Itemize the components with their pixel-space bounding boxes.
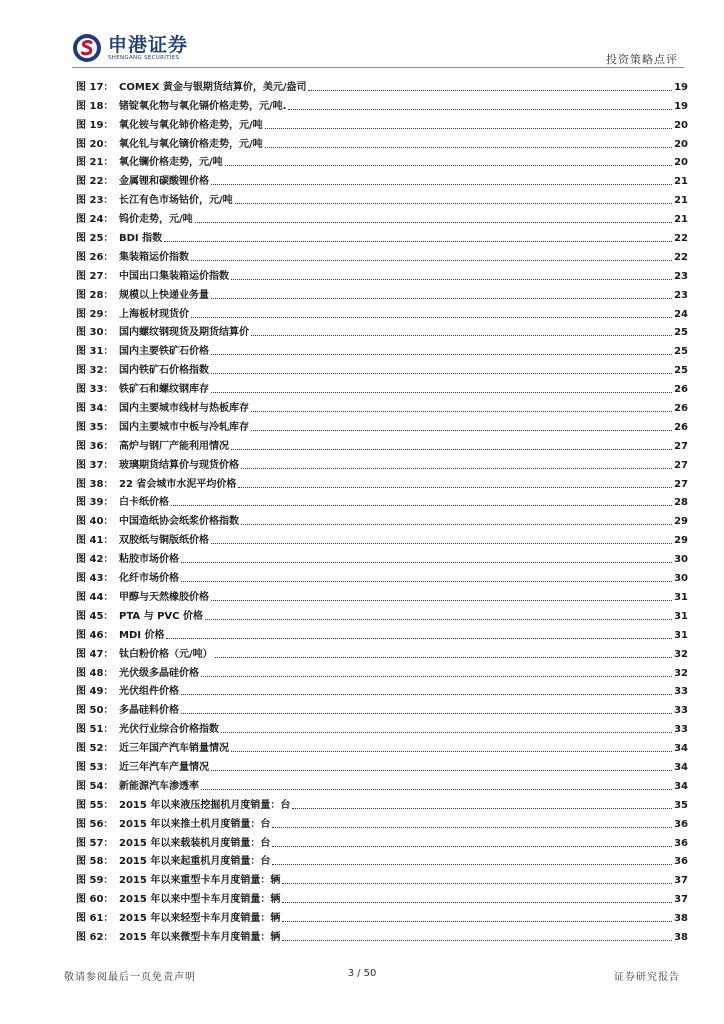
toc-figure-label: 图 19：: [76, 119, 114, 131]
toc-page-number: 19: [674, 81, 688, 93]
toc-figure-title: 钛白粉价格（元/吨）: [119, 648, 213, 660]
toc-entry[interactable]: [76, 604, 688, 623]
toc-page-number: 34: [674, 743, 688, 755]
toc-figure-label: 图 17：: [76, 81, 114, 93]
toc-dot-leader: [282, 921, 672, 922]
toc-dot-leader: [211, 770, 672, 771]
toc-entry[interactable]: [76, 698, 688, 717]
toc-page-number: 29: [674, 516, 688, 528]
toc-figure-title: 2015 年以来液压挖掘机月度销量：台: [119, 799, 291, 811]
toc-page-number: 30: [674, 573, 688, 585]
toc-dot-leader: [221, 732, 672, 733]
toc-entry[interactable]: [76, 868, 688, 887]
toc-dot-leader: [181, 713, 672, 714]
toc-figure-title: 2015 年以来中型卡车月度销量：辆: [119, 894, 281, 906]
toc-entry[interactable]: [76, 264, 688, 283]
toc-dot-leader: [251, 430, 672, 431]
toc-page-number: 25: [674, 365, 688, 377]
logo-mark-icon: [72, 33, 102, 63]
toc-entry[interactable]: [76, 472, 688, 491]
toc-page-number: 20: [674, 138, 688, 150]
toc-figure-title: 2015 年以来起重机月度销量：台: [119, 856, 271, 868]
toc-figure-title: MDI 价格: [119, 629, 165, 641]
toc-figure-title: 氧化铵与氧化铈价格走势，元/吨: [119, 119, 263, 131]
toc-figure-label: 图 58：: [76, 856, 114, 868]
toc-page-number: 23: [674, 270, 688, 282]
toc-page-number: 19: [674, 100, 688, 112]
toc-page-number: 37: [674, 894, 688, 906]
toc-figure-label: 图 44：: [76, 591, 114, 603]
toc-page-number: 30: [674, 554, 688, 566]
toc-entry[interactable]: [76, 528, 688, 547]
toc-page-number: 27: [674, 440, 688, 452]
toc-entry[interactable]: [76, 906, 688, 925]
toc-page-number: 31: [674, 629, 688, 641]
toc-figure-title: 白卡纸价格: [119, 497, 169, 509]
toc-dot-leader: [164, 241, 672, 242]
toc-page-number: 26: [674, 384, 688, 396]
toc-page-number: 36: [674, 837, 688, 849]
logo-chinese-name: 申港证券: [108, 33, 189, 56]
toc-page-number: 32: [674, 667, 688, 679]
toc-page-number: 34: [674, 780, 688, 792]
toc-page-number: 35: [674, 799, 688, 811]
toc-figure-title: 氧化镧价格走势，元/吨: [119, 157, 223, 169]
toc-figure-title: 近三年汽车产量情况: [119, 761, 209, 773]
toc-entry[interactable]: [76, 925, 688, 944]
toc-figure-label: 图 51：: [76, 724, 114, 736]
toc-entry[interactable]: [76, 755, 688, 774]
toc-figure-title: 中国造纸协会纸浆价格指数: [119, 516, 239, 528]
toc-figure-label: 图 32：: [76, 365, 114, 377]
toc-figure-label: 图 21：: [76, 157, 114, 169]
toc-entry[interactable]: [76, 585, 688, 604]
toc-page-number: 20: [674, 157, 688, 169]
toc-page-number: 36: [674, 818, 688, 830]
toc-figure-title: 铁矿石和螺纹钢库存: [119, 384, 209, 396]
toc-dot-leader: [282, 902, 672, 903]
toc-figure-label: 图 31：: [76, 346, 114, 358]
toc-figure-title: 新能源汽车渗透率: [119, 780, 199, 792]
toc-dot-leader: [265, 128, 672, 129]
toc-figure-title: 化纤市场价格: [119, 573, 179, 585]
toc-figure-title: 粘胶市场价格: [119, 554, 179, 566]
toc-dot-leader: [211, 298, 672, 299]
toc-figure-label: 图 61：: [76, 913, 114, 925]
toc-figure-title: 2015 年以来载装机月度销量：台: [119, 837, 271, 849]
toc-figure-label: 图 24：: [76, 214, 114, 226]
toc-page-number: 26: [674, 421, 688, 433]
toc-entry[interactable]: [76, 302, 688, 321]
toc-figure-label: 图 53：: [76, 761, 114, 773]
toc-page-number: 37: [674, 875, 688, 887]
toc-dot-leader: [201, 789, 672, 790]
toc-dot-leader: [288, 109, 672, 110]
toc-dot-leader: [211, 184, 672, 185]
toc-figure-title: 玻璃期货结算价与现货价格: [119, 459, 239, 471]
toc-figure-label: 图 30：: [76, 327, 114, 339]
toc-figure-title: 高炉与钢厂产能利用情况: [119, 440, 229, 452]
toc-figure-label: 图 34：: [76, 403, 114, 415]
toc-dot-leader: [166, 638, 672, 639]
toc-figure-label: 图 45：: [76, 610, 114, 622]
toc-figure-title: COMEX 黄金与银期货结算价，美元/盎司: [119, 81, 307, 93]
toc-figure-label: 图 60：: [76, 894, 114, 906]
page-header: [0, 0, 724, 72]
toc-page-number: 34: [674, 761, 688, 773]
toc-page-number: 33: [674, 724, 688, 736]
toc-figure-label: 图 20：: [76, 138, 114, 150]
toc-dot-leader: [272, 846, 672, 847]
page-footer: [0, 960, 724, 990]
toc-figure-title: 2015 年以来推土机月度销量：台: [119, 818, 271, 830]
toc-dot-leader: [181, 562, 672, 563]
toc-dot-leader: [191, 317, 672, 318]
toc-entry[interactable]: [76, 226, 688, 245]
toc-entry[interactable]: [76, 736, 688, 755]
toc-figure-label: 图 52：: [76, 743, 114, 755]
toc-figure-label: 图 36：: [76, 440, 114, 452]
toc-dot-leader: [241, 524, 672, 525]
header-divider: [72, 67, 684, 68]
toc-figure-label: 图 43：: [76, 573, 114, 585]
toc-entry[interactable]: [76, 358, 688, 377]
toc-figure-title: 国内主要城市线材与热板库存: [119, 403, 249, 415]
toc-figure-title: 光伏级多晶硅价格: [119, 667, 199, 679]
toc-figure-label: 图 25：: [76, 233, 114, 245]
toc-entry[interactable]: [76, 547, 688, 566]
figure-index: [76, 75, 688, 944]
toc-page-number: 33: [674, 686, 688, 698]
toc-entry[interactable]: [76, 169, 688, 188]
logo-english-name: SHENGANG SECURITIES: [108, 54, 180, 61]
toc-dot-leader: [282, 940, 672, 941]
toc-page-number: 21: [674, 176, 688, 188]
toc-figure-label: 图 47：: [76, 648, 114, 660]
toc-figure-label: 图 55：: [76, 799, 114, 811]
toc-figure-title: 锗锭氧化物与氧化镉价格走势，元/吨.: [119, 100, 287, 112]
toc-entry[interactable]: [76, 113, 688, 132]
toc-dot-leader: [191, 260, 672, 261]
toc-figure-title: 国内主要城市中板与冷轧库存: [119, 421, 249, 433]
toc-entry[interactable]: [76, 717, 688, 736]
toc-figure-label: 图 56：: [76, 818, 114, 830]
toc-page-number: 25: [674, 346, 688, 358]
toc-figure-label: 图 50：: [76, 705, 114, 717]
toc-entry[interactable]: [76, 339, 688, 358]
toc-dot-leader: [181, 694, 672, 695]
toc-page-number: 38: [674, 913, 688, 925]
toc-figure-label: 图 62：: [76, 931, 114, 943]
toc-figure-title: 国内主要铁矿石价格: [119, 346, 209, 358]
toc-dot-leader: [251, 335, 672, 336]
report-type: 证券研究报告: [614, 972, 680, 983]
toc-figure-title: 光伏行业综合价格指数: [119, 724, 219, 736]
toc-dot-leader: [238, 487, 672, 488]
toc-entry[interactable]: [76, 321, 688, 340]
toc-page-number: 31: [674, 591, 688, 603]
toc-figure-title: 国内铁矿石价格指数: [119, 365, 209, 377]
toc-entry[interactable]: [76, 566, 688, 585]
toc-dot-leader: [272, 864, 672, 865]
toc-page-number: 32: [674, 648, 688, 660]
toc-entry[interactable]: [76, 132, 688, 151]
toc-figure-title: 甲醇与天然橡胶价格: [119, 591, 209, 603]
toc-dot-leader: [251, 411, 672, 412]
toc-figure-label: 图 18：: [76, 100, 114, 112]
toc-figure-label: 图 42：: [76, 554, 114, 566]
toc-page-number: 38: [674, 931, 688, 943]
toc-page-number: 27: [674, 459, 688, 471]
toc-page-number: 20: [674, 119, 688, 131]
toc-page-number: 23: [674, 289, 688, 301]
toc-page-number: 31: [674, 610, 688, 622]
toc-figure-title: 光伏组件价格: [119, 686, 179, 698]
toc-entry[interactable]: [76, 453, 688, 472]
toc-dot-leader: [171, 505, 672, 506]
toc-dot-leader: [292, 808, 672, 809]
toc-figure-title: 2015 年以来轻型卡车月度销量：辆: [119, 913, 281, 925]
toc-figure-label: 图 40：: [76, 516, 114, 528]
toc-figure-title: 金属锂和碳酸锂价格: [119, 176, 209, 188]
toc-entry[interactable]: [76, 491, 688, 510]
toc-dot-leader: [231, 751, 672, 752]
toc-entry[interactable]: [76, 434, 688, 453]
toc-entry[interactable]: [76, 151, 688, 170]
toc-figure-title: PTA 与 PVC 价格: [119, 610, 203, 622]
toc-entry[interactable]: [76, 415, 688, 434]
toc-figure-title: 规模以上快递业务量: [119, 289, 209, 301]
toc-dot-leader: [211, 392, 672, 393]
toc-figure-title: 钨价走势，元/吨: [119, 214, 193, 226]
toc-page-number: 28: [674, 497, 688, 509]
toc-figure-title: 22 省会城市水泥平均价格: [119, 478, 237, 490]
toc-entry[interactable]: [76, 188, 688, 207]
toc-figure-label: 图 59：: [76, 875, 114, 887]
page-number: 3 / 50: [347, 968, 377, 979]
toc-figure-label: 图 37：: [76, 459, 114, 471]
disclaimer-notice: 敬请参阅最后一页免责声明: [64, 972, 196, 983]
toc-dot-leader: [282, 883, 672, 884]
toc-figure-label: 图 23：: [76, 195, 114, 207]
company-logo: [72, 33, 188, 63]
toc-dot-leader: [205, 619, 672, 620]
toc-figure-title: 上海板材现货价: [119, 308, 189, 320]
toc-figure-title: 2015 年以来微型卡车月度销量：辆: [119, 931, 281, 943]
toc-dot-leader: [272, 827, 672, 828]
toc-figure-title: 多晶硅料价格: [119, 705, 179, 717]
toc-figure-label: 图 33：: [76, 384, 114, 396]
toc-dot-leader: [211, 354, 672, 355]
toc-dot-leader: [231, 449, 672, 450]
toc-dot-leader: [265, 147, 672, 148]
toc-entry[interactable]: [76, 396, 688, 415]
toc-entry[interactable]: [76, 207, 688, 226]
toc-figure-title: 集装箱运价指数: [119, 251, 189, 263]
toc-figure-label: 图 35：: [76, 421, 114, 433]
toc-figure-label: 图 48：: [76, 667, 114, 679]
toc-entry[interactable]: [76, 661, 688, 680]
toc-entry[interactable]: [76, 377, 688, 396]
toc-figure-label: 图 26：: [76, 251, 114, 263]
toc-entry[interactable]: [76, 831, 688, 850]
toc-entry[interactable]: [76, 850, 688, 869]
toc-entry[interactable]: [76, 75, 688, 94]
toc-entry[interactable]: [76, 812, 688, 831]
toc-figure-label: 图 22：: [76, 176, 114, 188]
toc-page-number: 26: [674, 403, 688, 415]
toc-page-number: 21: [674, 214, 688, 226]
toc-entry[interactable]: [76, 680, 688, 699]
toc-figure-label: 图 39：: [76, 497, 114, 509]
toc-page-number: 27: [674, 478, 688, 490]
toc-dot-leader: [201, 676, 672, 677]
toc-page-number: 24: [674, 308, 688, 320]
toc-figure-label: 图 49：: [76, 686, 114, 698]
toc-entry[interactable]: [76, 642, 688, 661]
toc-figure-label: 图 27：: [76, 270, 114, 282]
toc-page-number: 22: [674, 251, 688, 263]
toc-entry[interactable]: [76, 245, 688, 264]
toc-figure-title: 2015 年以来重型卡车月度销量：辆: [119, 875, 281, 887]
toc-page-number: 36: [674, 856, 688, 868]
toc-figure-title: 双胶纸与铜版纸价格: [119, 535, 209, 547]
toc-dot-leader: [225, 165, 672, 166]
toc-dot-leader: [211, 600, 672, 601]
toc-figure-title: BDI 指数: [119, 233, 163, 245]
toc-figure-label: 图 57：: [76, 837, 114, 849]
toc-figure-title: 国内螺纹钢现货及期货结算价: [119, 327, 249, 339]
document-type: 投资策略点评: [606, 53, 678, 66]
toc-entry[interactable]: [76, 623, 688, 642]
toc-dot-leader: [195, 222, 672, 223]
toc-figure-title: 中国出口集装箱运价指数: [119, 270, 229, 282]
toc-entry[interactable]: [76, 887, 688, 906]
toc-dot-leader: [241, 468, 672, 469]
toc-entry[interactable]: [76, 509, 688, 528]
toc-figure-label: 图 38：: [76, 478, 114, 490]
toc-figure-title: 近三年国产汽车销量情况: [119, 743, 229, 755]
toc-dot-leader: [181, 581, 672, 582]
toc-page-number: 25: [674, 327, 688, 339]
toc-page-number: 29: [674, 535, 688, 547]
toc-dot-leader: [235, 203, 672, 204]
toc-entry[interactable]: [76, 283, 688, 302]
toc-page-number: 33: [674, 705, 688, 717]
toc-dot-leader: [231, 279, 672, 280]
toc-entry[interactable]: [76, 774, 688, 793]
toc-page-number: 21: [674, 195, 688, 207]
toc-figure-title: 氧化钆与氧化镝价格走势，元/吨: [119, 138, 263, 150]
toc-figure-title: 长江有色市场钴价，元/吨: [119, 195, 233, 207]
toc-dot-leader: [215, 657, 672, 658]
toc-dot-leader: [211, 543, 672, 544]
toc-figure-label: 图 28：: [76, 289, 114, 301]
toc-dot-leader: [211, 373, 672, 374]
toc-entry[interactable]: [76, 94, 688, 113]
toc-figure-label: 图 46：: [76, 629, 114, 641]
toc-dot-leader: [308, 90, 672, 91]
toc-figure-label: 图 29：: [76, 308, 114, 320]
toc-page-number: 22: [674, 233, 688, 245]
toc-figure-label: 图 41：: [76, 535, 114, 547]
toc-entry[interactable]: [76, 793, 688, 812]
toc-figure-label: 图 54：: [76, 780, 114, 792]
